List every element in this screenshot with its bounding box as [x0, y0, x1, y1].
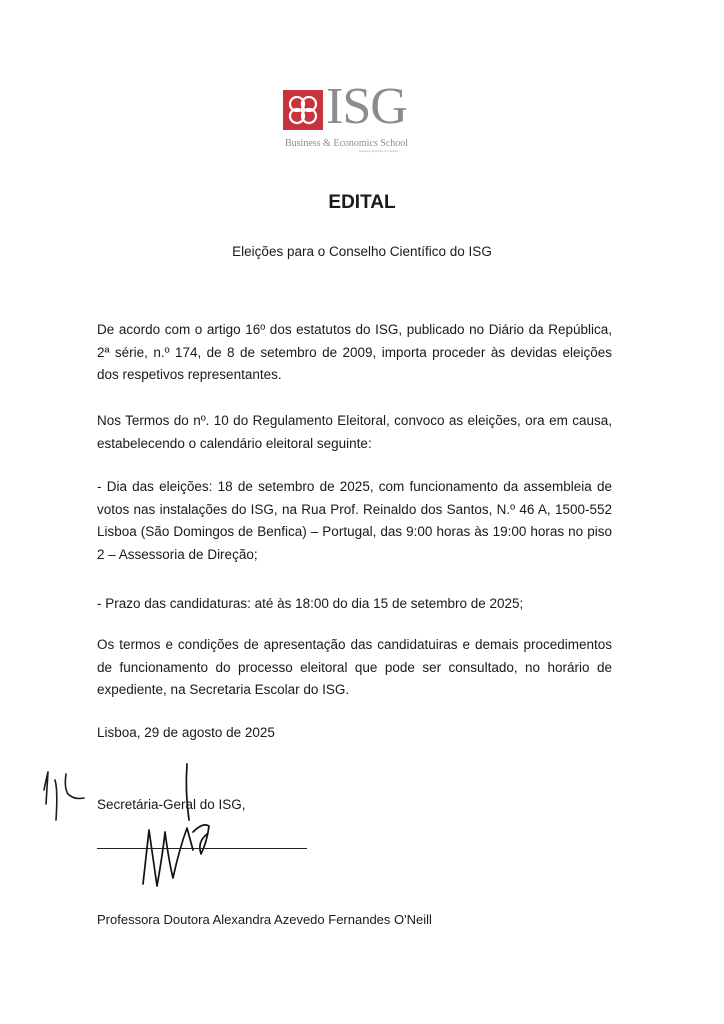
isg-logo: [283, 78, 423, 153]
logo-wordmark: ISG: [326, 78, 407, 135]
paragraph-candidacy-deadline: - Prazo das candidaturas: até às 18:00 do dia 15 de setembro de 2025;: [97, 596, 524, 611]
logo-subtitle-small: Instituto Superior de Gestão: [359, 149, 399, 153]
document-subtitle: Eleições para o Conselho Científico do ISG: [232, 244, 492, 259]
paragraph-terms: Os termos e condições de apresentação das candidatuiras e demais procedimentos de funcionamento do processo eleitoral que pode ser consultado, no horário de expediente, na Secretaria Escolar do ISG.: [97, 637, 612, 697]
isg-logo-mark-icon: [283, 90, 323, 130]
initials-signature: [38, 760, 98, 830]
signatory-name: Professora Doutora Alexandra Azevedo Fernandes O'Neill: [97, 912, 432, 927]
document-title: EDITAL: [328, 192, 396, 213]
paragraph-election-day: - Dia das eleições: 18 de setembro de 2025, com funcionamento da assembleia de votos nas instalações do ISG, na Rua Prof. Reinaldo dos Santos, N.º 46 A, 1500-552 Lisboa (São Domingos de Benfica) – Portugal, das 9:00 horas às 19:00 horas no piso 2 – Assessoria de Direção;: [97, 479, 612, 562]
paragraph-statutes: De acordo com o artigo 16º dos estatutos do ISG, publicado no Diário da República, 2ª série, n.º 174, de 8 de setembro de 2009, importa proceder às devidas eleições dos respetivos representantes.: [97, 322, 612, 382]
signatory-role: Secretária-Geral do ISG,: [97, 797, 246, 812]
paragraph-convocation: Nos Termos do nº. 10 do Regulamento Eleitoral, convoco as eleições, ora em causa, estabelecendo o calendário eleitoral seguinte:: [97, 413, 612, 451]
logo-subtitle: Business & Economics School: [285, 138, 409, 149]
place-date: Lisboa, 29 de agosto de 2025: [97, 725, 275, 740]
signature-line: [97, 848, 307, 849]
handwritten-signature: [135, 762, 225, 902]
